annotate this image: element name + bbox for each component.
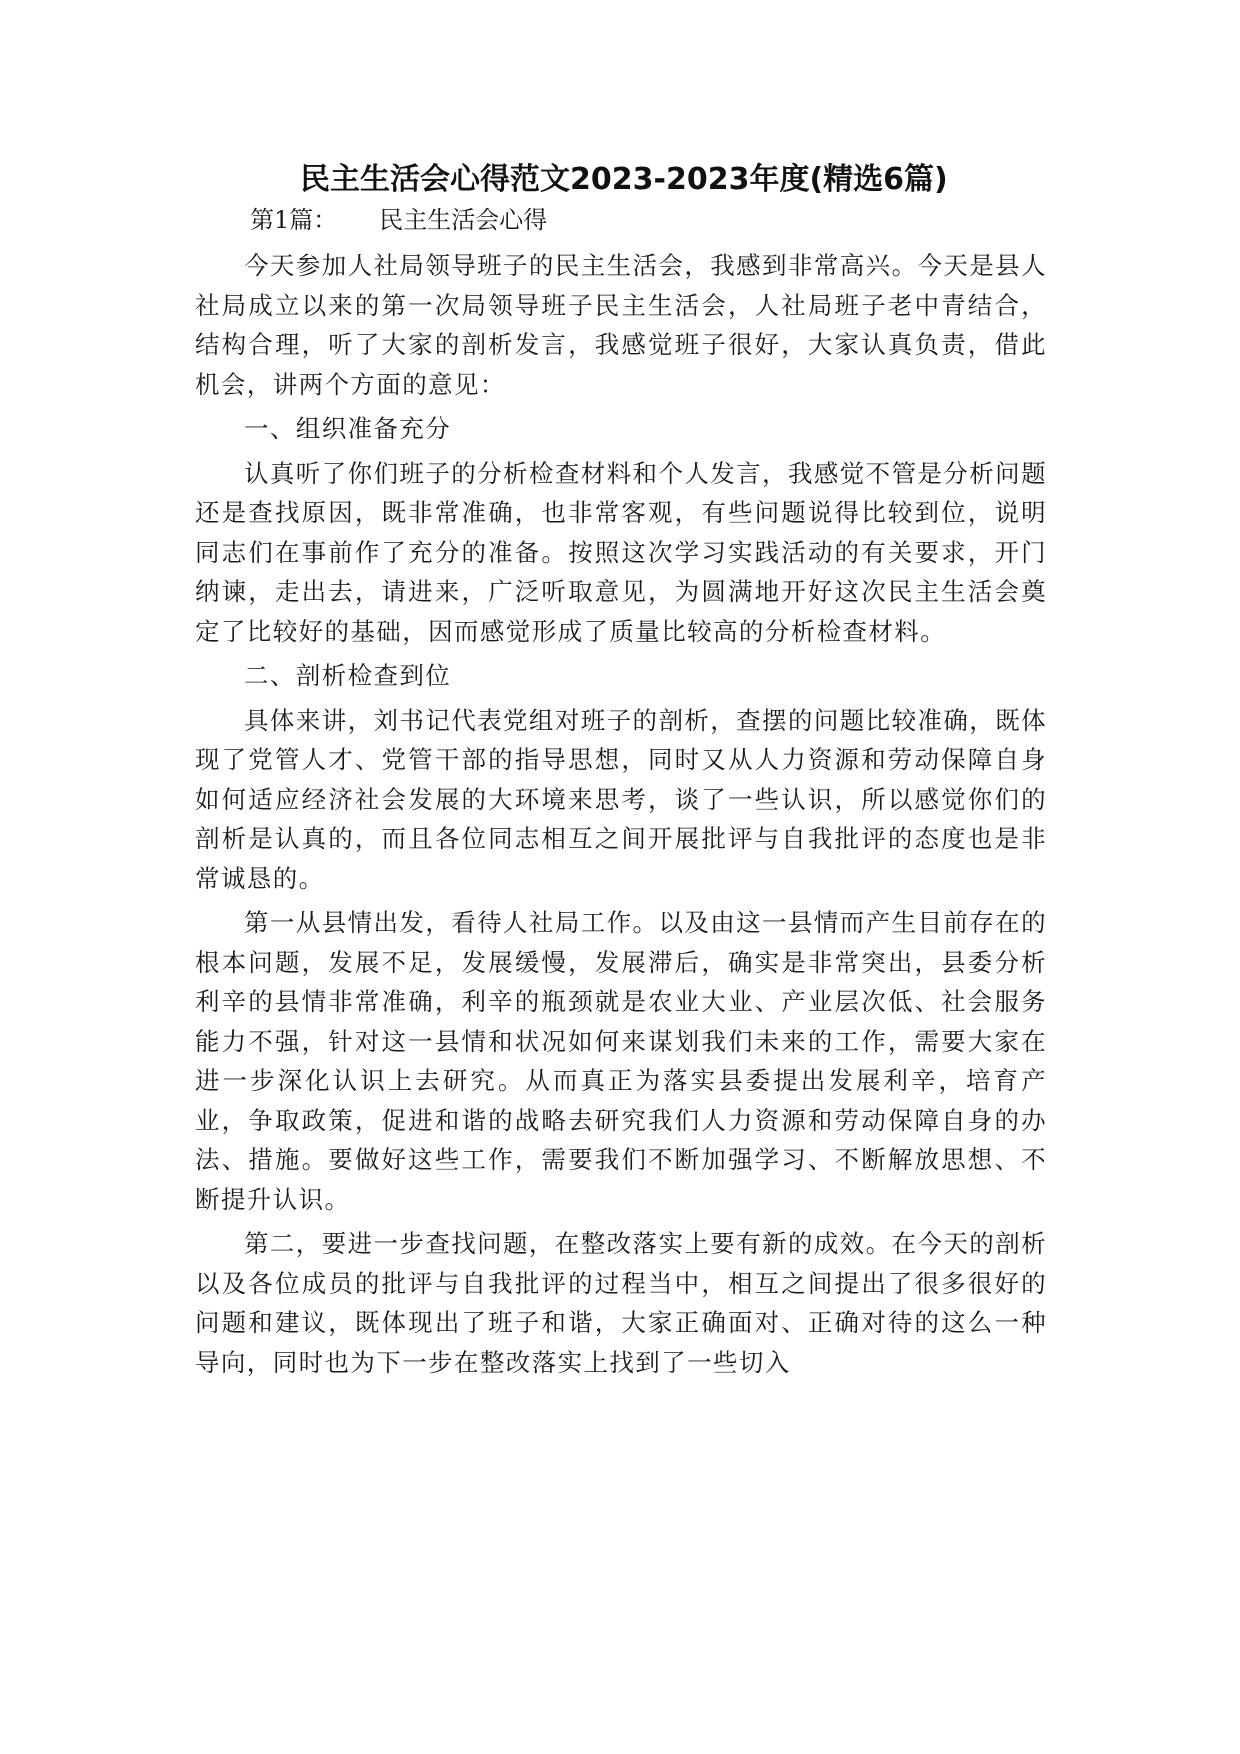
chapter-title: 民主生活会心得 xyxy=(379,206,548,234)
paragraph-preparation: 认真听了你们班子的分析检查材料和个人发言，我感觉不管是分析问题还是查找原因，既非常准确，也非常客观，有些问题说得比较到位，说明同志们在事前作了充分的准备。按照这次学习实践活动的有关要求，开门纳谏，走出去，请进来，广泛听取意见，为圆满地开好这次民主生活会奠定了比较好的基础，因而感觉形成了质量比较高的分析检查材料。 xyxy=(195,458,1047,646)
document-title: 民主生活会心得范文2023-2023年度(精选6篇) xyxy=(300,162,948,197)
paragraph-second-point: 第二，要进一步查找问题，在整改落实上要有新的成效。在今天的剖析以及各位成员的批评与自我批评的过程当中，相互之间提出了很多很好的问题和建议，既体现出了班子和谐，大家正确面对、正确对待的这么一种导向，同时也为下一步在整改落实上找到了一些切入 xyxy=(195,1229,1047,1377)
chapter-label: 第1篇： xyxy=(250,206,338,234)
document-body xyxy=(195,246,1047,1387)
chapter-heading xyxy=(250,200,547,240)
paragraph-analysis: 具体来讲，刘书记代表党组对班子的剖析，查摆的问题比较准确，既体现了党管人才、党管干部的指导思想，同时又从人力资源和劳动保障自身如何适应经济社会发展的大环境来思考，谈了一些认识，所以感觉你们的剖析是认真的，而且各位同志相互之间开展批评与自我批评的态度也是非常诚恳的。 xyxy=(195,705,1047,893)
paragraph-intro: 今天参加人社局领导班子的民主生活会，我感到非常高兴。今天是县人社局成立以来的第一次局领导班子民主生活会，人社局班子老中青结合，结构合理，听了大家的剖析发言，我感觉班子很好，大家认真负责，借此机会，讲两个方面的意见： xyxy=(195,251,1047,399)
section-heading-preparation: 一、组织准备充分 xyxy=(244,414,452,443)
section-heading-analysis: 二、剖析检查到位 xyxy=(244,661,452,690)
paragraph-first-point: 第一从县情出发，看待人社局工作。以及由这一县情而产生目前存在的根本问题，发展不足，发展缓慢，发展滞后，确实是非常突出，县委分析利辛的县情非常准确，利辛的瓶颈就是农业大业、产业层次低、社会服务能力不强，针对这一县情和状况如何来谋划我们未来的工作，需要大家在进一步深化认识上去研究。从而真正为落实县委提出发展利辛，培育产业，争取政策，促进和谐的战略去研究我们人力资源和劳动保障自身的办法、措施。要做好这些工作，需要我们不断加强学习、不断解放思想、不断提升认识。 xyxy=(195,908,1047,1214)
